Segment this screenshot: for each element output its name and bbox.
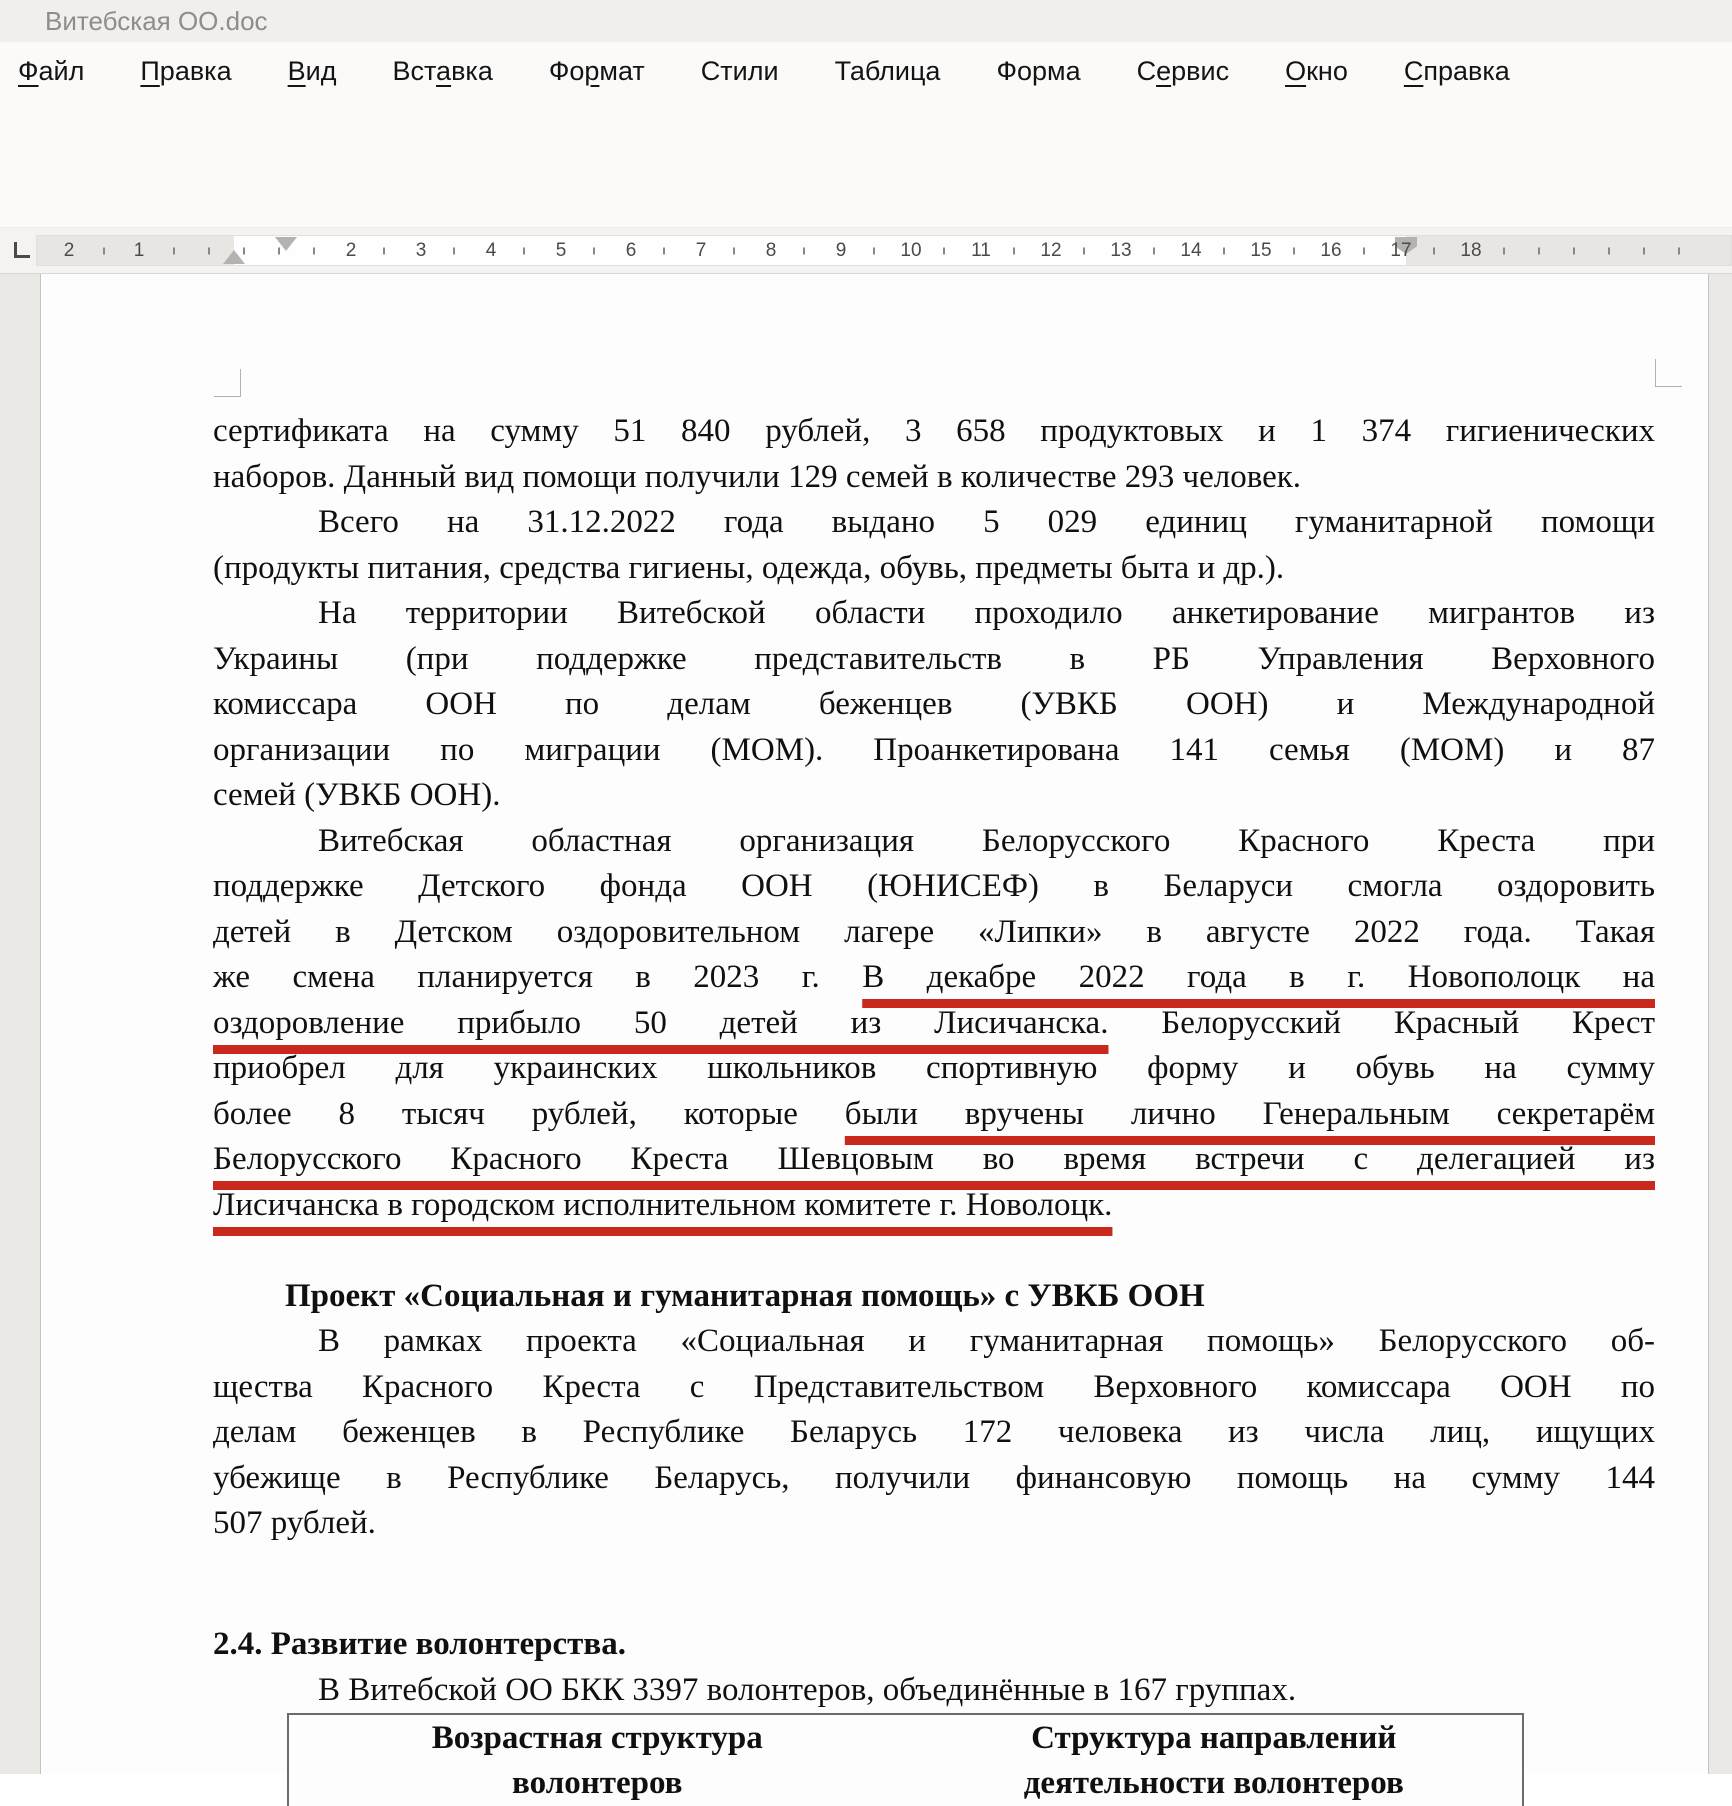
text-line bbox=[213, 591, 1655, 637]
document-canvas bbox=[0, 274, 1732, 1801]
ruler-tick bbox=[1433, 247, 1435, 254]
ruler-number: 11 bbox=[971, 239, 991, 261]
table-header-cell-1 bbox=[289, 1715, 906, 1806]
text-line bbox=[213, 1137, 1655, 1183]
ruler-number: 13 bbox=[1110, 239, 1132, 261]
ruler-tick bbox=[1678, 247, 1680, 254]
ruler-tick bbox=[523, 247, 525, 254]
text-line bbox=[213, 1365, 1655, 1411]
text-line bbox=[213, 1622, 1655, 1668]
ruler-tick bbox=[278, 247, 280, 254]
table-header-line: волонтеров bbox=[512, 1765, 683, 1801]
toolbar-area bbox=[0, 100, 1732, 228]
ruler-number: 2 bbox=[63, 239, 75, 261]
menu-item-1[interactable]: Файл bbox=[18, 55, 85, 86]
text-segment: поддержке Детского фонда ООН (ЮНИСЕФ) в Беларуси смогла оздоровить bbox=[213, 868, 1655, 904]
text-line bbox=[213, 1410, 1655, 1456]
ruler-number: 17 bbox=[1390, 239, 1412, 261]
text-segment: убежище в Республике Беларусь, получили финансовую помощь на сумму 144 bbox=[213, 1459, 1655, 1496]
text-segment: делам беженцев в Республике Беларусь 172 человека из числа лиц, ищущих bbox=[213, 1414, 1655, 1450]
ruler-tick bbox=[1538, 247, 1540, 254]
menu-item-7[interactable]: Таблица bbox=[834, 55, 941, 86]
left-indent-marker[interactable] bbox=[223, 250, 245, 264]
text-line bbox=[213, 1668, 1655, 1714]
text-segment: В Витебской ОО БКК 3397 волонтеров, объединённые в 167 группах. bbox=[318, 1671, 1297, 1708]
menu-item-10[interactable]: Окно bbox=[1285, 55, 1348, 86]
ruler-number: 2 bbox=[345, 239, 357, 261]
text-line bbox=[213, 682, 1655, 728]
red-underline-annotation: Белорусского Красного Креста Шевцовым во время встречи с делегацией из bbox=[213, 1141, 1655, 1177]
text-line bbox=[213, 1274, 1655, 1320]
text-line bbox=[213, 910, 1655, 956]
ruler-number: 18 bbox=[1460, 239, 1482, 261]
table-header-line: Структура направлений bbox=[1031, 1720, 1397, 1756]
ruler-tick bbox=[593, 247, 595, 254]
text-segment: семей (УВКБ ООН). bbox=[213, 777, 501, 813]
text-line bbox=[213, 864, 1655, 910]
ruler-number: 14 bbox=[1180, 239, 1202, 261]
text-line bbox=[213, 1046, 1655, 1092]
text-line bbox=[213, 1092, 1655, 1138]
ruler-tick bbox=[1083, 247, 1085, 254]
ruler-tick bbox=[1503, 247, 1505, 254]
volunteers-table bbox=[287, 1713, 1524, 1806]
ruler-number: 10 bbox=[900, 239, 922, 261]
text-segment: комиссара ООН по делам беженцев (УВКБ ООН) и Международной bbox=[213, 686, 1655, 722]
ruler-tick bbox=[1643, 247, 1645, 254]
ruler-number: 6 bbox=[625, 239, 637, 261]
text-segment: организации по миграции (МОМ). Проанкетирована 141 семья (МОМ) и 87 bbox=[213, 731, 1655, 768]
table-header-cell-2 bbox=[906, 1715, 1523, 1806]
text-segment: Белорусский Красный Крест bbox=[1108, 1004, 1655, 1041]
table-header-line: Возрастная структура bbox=[431, 1720, 763, 1756]
text-column bbox=[213, 409, 1655, 1806]
document-title: Витебская ОО.doc bbox=[45, 5, 268, 36]
blank-line bbox=[213, 1228, 1655, 1274]
blank-line bbox=[213, 1592, 1655, 1622]
ruler-tick bbox=[383, 247, 385, 254]
tab-stop-selector-icon[interactable] bbox=[14, 242, 30, 258]
ruler-tick bbox=[173, 247, 175, 254]
text-line bbox=[213, 500, 1655, 546]
menu-bar bbox=[0, 42, 1732, 100]
document-page[interactable] bbox=[40, 274, 1709, 1801]
ruler-tick bbox=[1293, 247, 1295, 254]
ruler-number: 5 bbox=[555, 239, 567, 261]
text-boundary-mark-top-right bbox=[1655, 359, 1682, 387]
ruler-tick bbox=[1363, 247, 1365, 254]
text-segment: детей в Детском оздоровительном лагере «Липки» в августе 2022 года. Такая bbox=[213, 913, 1655, 950]
horizontal-ruler bbox=[0, 228, 1732, 274]
menu-item-8[interactable]: Форма bbox=[996, 55, 1081, 86]
ruler-number: 4 bbox=[485, 239, 497, 261]
text-line bbox=[213, 728, 1655, 774]
text-segment: Витебская областная организация Белорусского Красного Креста при bbox=[318, 822, 1655, 859]
ruler-tick bbox=[873, 247, 875, 254]
blank-line bbox=[213, 1547, 1655, 1593]
red-underline-annotation: Лисичанска в городском исполнительном комитете г. Новолоцк. bbox=[213, 1186, 1113, 1223]
ruler-right-margin bbox=[1406, 236, 1731, 265]
ruler-tick bbox=[208, 247, 210, 254]
ruler-number: 12 bbox=[1040, 239, 1062, 261]
menu-item-5[interactable]: Формат bbox=[548, 55, 645, 86]
text-line bbox=[213, 1319, 1655, 1365]
ruler-tick bbox=[733, 247, 735, 254]
menu-item-6[interactable]: Стили bbox=[700, 55, 779, 86]
ruler-tick bbox=[803, 247, 805, 254]
table-header-line: деятельности волонтеров bbox=[1023, 1765, 1404, 1801]
red-underline-annotation: В декабре 2022 года в г. Новополоцк на bbox=[862, 959, 1655, 995]
text-line bbox=[213, 1001, 1655, 1047]
ruler-number: 8 bbox=[765, 239, 777, 261]
text-boundary-mark-top-left bbox=[214, 369, 241, 397]
ruler-number: 15 bbox=[1250, 239, 1272, 261]
text-segment: 507 рублей. bbox=[213, 1505, 376, 1541]
ruler-number: 9 bbox=[835, 239, 847, 261]
text-segment: В рамках проекта «Социальная и гуманитарная помощь» Белорусского об- bbox=[318, 1323, 1655, 1359]
text-segment: Всего на 31.12.2022 года выдано 5 029 единиц гуманитарной помощи bbox=[318, 504, 1655, 540]
text-line bbox=[213, 637, 1655, 683]
ruler-tick bbox=[453, 247, 455, 254]
text-line bbox=[213, 819, 1655, 865]
text-line bbox=[213, 1456, 1655, 1502]
ruler-number: 3 bbox=[415, 239, 427, 261]
ruler-tick bbox=[1573, 247, 1575, 254]
text-segment: 2.4. Развитие волонтерства. bbox=[213, 1626, 626, 1662]
ruler-tick bbox=[313, 247, 315, 254]
text-line bbox=[213, 455, 1655, 501]
ruler-number: 16 bbox=[1320, 239, 1342, 261]
text-segment: наборов. Данный вид помощи получили 129 семей в количестве 293 человек. bbox=[213, 458, 1302, 495]
text-line bbox=[213, 1501, 1655, 1547]
red-underline-annotation: оздоровление прибыло 50 детей из Лисичанска. bbox=[213, 1004, 1109, 1041]
text-segment: щества Красного Креста с Представительством Верховного комиссара ООН по bbox=[213, 1368, 1655, 1405]
red-underline-annotation: были вручены лично Генеральным секретарём bbox=[844, 1095, 1656, 1132]
text-segment: Украины (при поддержке представительств в РБ Управления Верховного bbox=[213, 640, 1655, 677]
text-line bbox=[213, 955, 1655, 1001]
text-line bbox=[213, 546, 1655, 592]
ruler-tick bbox=[1223, 247, 1225, 254]
ruler-tick bbox=[1153, 247, 1155, 254]
menu-item-4[interactable]: Вставка bbox=[392, 55, 493, 86]
title-bar bbox=[0, 0, 1732, 42]
text-segment: Проект «Социальная и гуманитарная помощь» с УВКБ ООН bbox=[285, 1277, 1205, 1314]
text-line bbox=[213, 409, 1655, 455]
ruler-track bbox=[36, 235, 1732, 266]
text-segment: На территории Витебской области проходило анкетирование мигрантов из bbox=[318, 595, 1655, 631]
menu-item-9[interactable]: Сервис bbox=[1136, 55, 1230, 86]
ruler-number: 1 bbox=[133, 239, 145, 261]
menu-item-3[interactable]: Вид bbox=[287, 55, 337, 86]
text-line bbox=[213, 773, 1655, 819]
ruler-tick bbox=[1013, 247, 1015, 254]
text-segment: более 8 тысяч рублей, которые bbox=[213, 1095, 845, 1132]
ruler-tick bbox=[1608, 247, 1610, 254]
text-segment: же смена планируется в 2023 г. bbox=[213, 959, 863, 995]
text-segment: приобрел для украинских школьников спортивную форму и обувь на сумму bbox=[213, 1050, 1655, 1086]
text-line bbox=[213, 1183, 1655, 1229]
ruler-tick bbox=[663, 247, 665, 254]
ruler-number: 7 bbox=[695, 239, 707, 261]
menu-item-11[interactable]: Справка bbox=[1403, 55, 1510, 86]
ruler-tick bbox=[943, 247, 945, 254]
text-segment: (продукты питания, средства гигиены, одежда, обувь, предметы быта и др.). bbox=[213, 549, 1285, 586]
text-segment: сертификата на сумму 51 840 рублей, 3 658 продуктовых и 1 374 гигиенических bbox=[213, 413, 1655, 449]
ruler-tick bbox=[103, 247, 105, 254]
menu-item-2[interactable]: Правка bbox=[140, 55, 232, 86]
ruler-tick bbox=[243, 247, 245, 254]
